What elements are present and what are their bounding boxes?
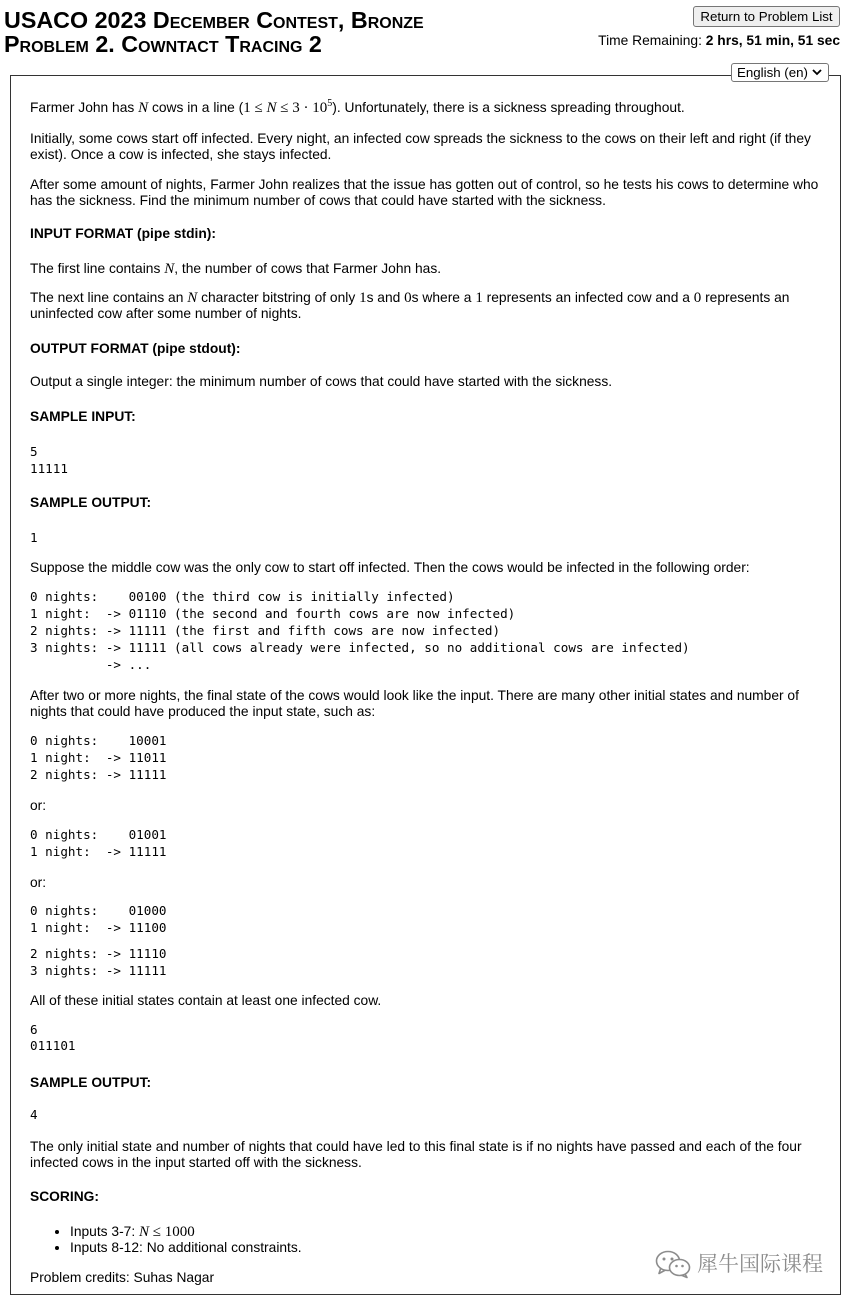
time-remaining-label: Time Remaining: [598, 33, 702, 48]
text-segment: , the number of cows that Farmer John has. [174, 261, 442, 276]
scoring-item: • Inputs 8-12: No additional constraints. [70, 1240, 828, 1256]
or-separator: or: [30, 875, 47, 891]
scoring-item [70, 1224, 828, 1240]
sample-output-heading: SAMPLE OUTPUT: [30, 494, 152, 510]
problem-title: Problem 2. Cowntact Tracing 2 [4, 31, 322, 57]
text-segment: s and [366, 290, 405, 305]
sample-explanation-3: The only initial state and number of nights that could have led to this final state is if no nights have passed and each of the four infected cows in the input started off with the sickness. [30, 1138, 802, 1170]
math-expression: 1 ≤ [243, 100, 267, 116]
text-segment: s where a [411, 290, 476, 305]
text-segment: represents an uninfected cow after some number of nights. [30, 290, 790, 321]
sample-input-heading: SAMPLE INPUT: [30, 409, 136, 424]
text-segment: represents an infected cow and a [482, 290, 694, 305]
sample-note: All of these initial states contain at least one infected cow. [30, 992, 382, 1008]
text-segment: cows in a line ( [148, 100, 244, 115]
math-expression: ≤ 1000 [149, 1223, 195, 1240]
statement-intro [30, 100, 828, 118]
math-variable: N [138, 100, 149, 116]
text-segment: The next line contains an [30, 290, 188, 305]
input-format-line1 [30, 261, 828, 277]
math-expression: ≤ 3 · 10 [276, 100, 328, 116]
time-remaining-value: 2 hrs, 51 min, 51 sec [705, 33, 840, 48]
statement-spread: Initially, some cows start off infected. Every night, an infected cow spreads the sickness to the cows on their left and right (if they exist). Once a cow is infected, she stays infected. [30, 131, 811, 162]
text-segment: Farmer John has [30, 100, 139, 115]
input-format-line2 [30, 290, 828, 322]
math-variable: N [139, 1223, 150, 1240]
sample-output-block-2: 4 [30, 1107, 38, 1123]
wechat-icon [655, 1249, 691, 1279]
chevron-down-icon-svg [812, 69, 822, 76]
wechat-icon-svg [655, 1249, 691, 1279]
problem-credits: Problem credits: Suhas Nagar [30, 1269, 215, 1285]
output-format-heading: OUTPUT FORMAT (pipe stdout): [30, 341, 241, 356]
output-format-description: Output a single integer: the minimum number of cows that could have started with the sickness. [30, 374, 613, 389]
text-segment: character bitstring of only [197, 290, 360, 305]
sample-output-block: 1 [30, 529, 38, 545]
math-number: 0 [693, 290, 702, 306]
sample-explanation-2: After two or more nights, the final state of the cows would look like the input. There are many other initial states and number of nights that could have produced the input state, such as: [30, 688, 799, 720]
chevron-down-icon [812, 69, 822, 76]
sample-explanation: Suppose the middle cow was the only cow to start off infected. Then the cows would be infected in the following order: [30, 560, 750, 576]
infection-trace-block: 0 nights: 00100 (the third cow is initially infected) 1 night: -> 01110 (the second and fourth cows are now infected) 2 nights: -> 11111 (the first and fifth cows are now infected) 3 nights: -> 11111 (all cows already were infected, so no additional cows are infected) -> ... [30, 589, 690, 672]
sample-output-heading-2: SAMPLE OUTPUT: [30, 1075, 152, 1091]
text-segment: The first line contains [30, 261, 165, 276]
math-exponent: 5 [327, 98, 333, 109]
math-variable: N [187, 290, 198, 306]
alternative-trace-block: 0 nights: 01001 1 night: -> 11111 [30, 826, 167, 859]
language-select[interactable] [731, 63, 829, 82]
return-to-problem-list-button[interactable]: Return to Problem List [693, 6, 840, 27]
scoring-heading: SCORING: [30, 1188, 99, 1204]
math-number: 1 [359, 290, 367, 306]
language-select-value: English (en) [737, 65, 808, 80]
contest-header [4, 8, 424, 56]
or-separator: or: [30, 797, 47, 813]
problem-statement [10, 75, 841, 1295]
sample-input-block-2: 6 011101 [30, 1021, 76, 1054]
alternative-trace-block: 0 nights: 01000 1 night: -> 11100 [30, 903, 167, 936]
math-number: 1 [475, 290, 483, 306]
watermark-text: 犀牛国际课程 [697, 1252, 823, 1276]
math-number: 0 [404, 290, 412, 306]
text-segment: Inputs 3-7: [70, 1223, 140, 1239]
statement-task: After some amount of nights, Farmer John realizes that the issue has gotten out of control, so he tests his cows to determine who has the sickness. Find the minimum number of cows that could have started with the sickness. [30, 177, 819, 208]
math-variable: N [164, 261, 175, 277]
time-remaining [598, 33, 840, 49]
math-variable: N [266, 100, 277, 116]
input-format-heading: INPUT FORMAT (pipe stdin): [30, 226, 216, 241]
alternative-trace-block-continued: 2 nights: -> 11110 3 nights: -> 11111 [30, 945, 167, 978]
alternative-trace-block: 0 nights: 10001 1 night: -> 11011 2 nights: -> 11111 [30, 733, 167, 782]
sample-input-block: 5 11111 [30, 444, 68, 476]
contest-title: USACO 2023 December Contest, Bronze [4, 7, 424, 33]
text-segment: ). Unfortunately, there is a sickness spreading throughout. [332, 100, 685, 115]
